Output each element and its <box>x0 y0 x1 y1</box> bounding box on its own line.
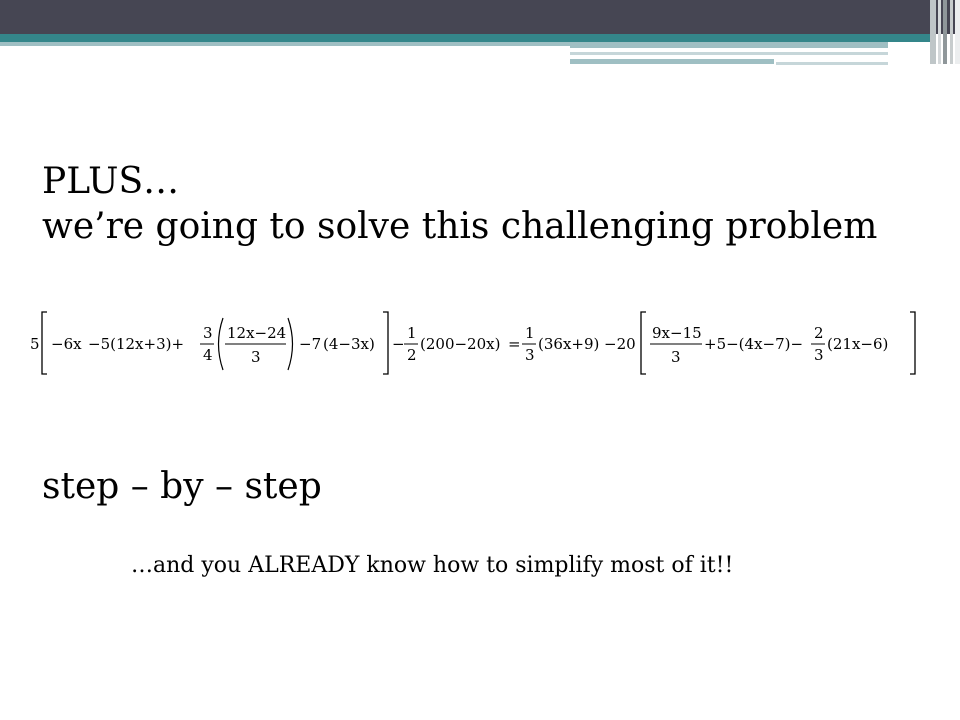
eq-term-minus5: −5(12x+3)+ <box>88 335 185 353</box>
eq-half-den: 2 <box>407 346 417 364</box>
header-vertical-stripe <box>955 0 960 64</box>
header-vertical-stripe <box>943 0 947 64</box>
eq-two-thirds-den: 3 <box>814 346 824 364</box>
eq-inner-den: 3 <box>251 348 261 366</box>
eq-term-minus7: −7 <box>299 335 322 353</box>
header-vertical-stripe <box>938 0 941 64</box>
eq-inner-num: 12x−24 <box>227 324 287 342</box>
eq-third-num: 1 <box>525 324 535 342</box>
eq-frac-4: 4 <box>203 346 213 364</box>
eq-minus20: −20 <box>604 335 636 353</box>
eq-plus5: +5−(4x−7)− <box>704 335 804 353</box>
eq-paren-4-3x: (4−3x) <box>323 335 375 353</box>
header-bar <box>0 0 960 34</box>
eq-paren-200: (200−20x) <box>420 335 501 353</box>
header-accent-line <box>570 59 774 64</box>
equation <box>30 308 930 378</box>
eq-coef-5: 5 <box>30 335 40 353</box>
eq-term-neg6x: −6x <box>51 335 82 353</box>
eq-equals: = <box>508 335 521 353</box>
eq-half-num: 1 <box>407 324 417 342</box>
eq-paren-21x: (21x−6) <box>827 335 889 353</box>
header-accent-line <box>570 42 888 48</box>
eq-right-bracket <box>910 312 915 374</box>
slide-subheading: we’re going to solve this challenging problem <box>42 206 878 247</box>
step-by-step-text: step – by – step <box>42 466 322 507</box>
eq-left-bracket <box>42 312 47 374</box>
header-vertical-stripe <box>930 0 936 64</box>
header-vertical-stripe <box>950 0 953 64</box>
eq-minus: − <box>392 335 405 353</box>
footer-note: …and you ALREADY know how to simplify most of it!! <box>131 553 734 578</box>
eq-left-bracket <box>641 312 646 374</box>
eq-frac-9x-den: 3 <box>671 348 681 366</box>
eq-frac-9x-num: 9x−15 <box>652 324 702 342</box>
eq-third-den: 3 <box>525 346 535 364</box>
eq-frac-3: 3 <box>203 324 213 342</box>
slide-heading: PLUS… <box>42 161 180 202</box>
eq-two-thirds-num: 2 <box>814 324 824 342</box>
header-teal-stripe <box>0 34 930 42</box>
header-accent-line <box>570 52 888 55</box>
header-accent-line <box>776 62 888 65</box>
eq-paren-36x: (36x+9) <box>538 335 600 353</box>
eq-left-paren <box>219 318 224 370</box>
header-accent-line <box>0 42 570 46</box>
eq-right-bracket <box>383 312 388 374</box>
eq-right-paren <box>288 318 293 370</box>
